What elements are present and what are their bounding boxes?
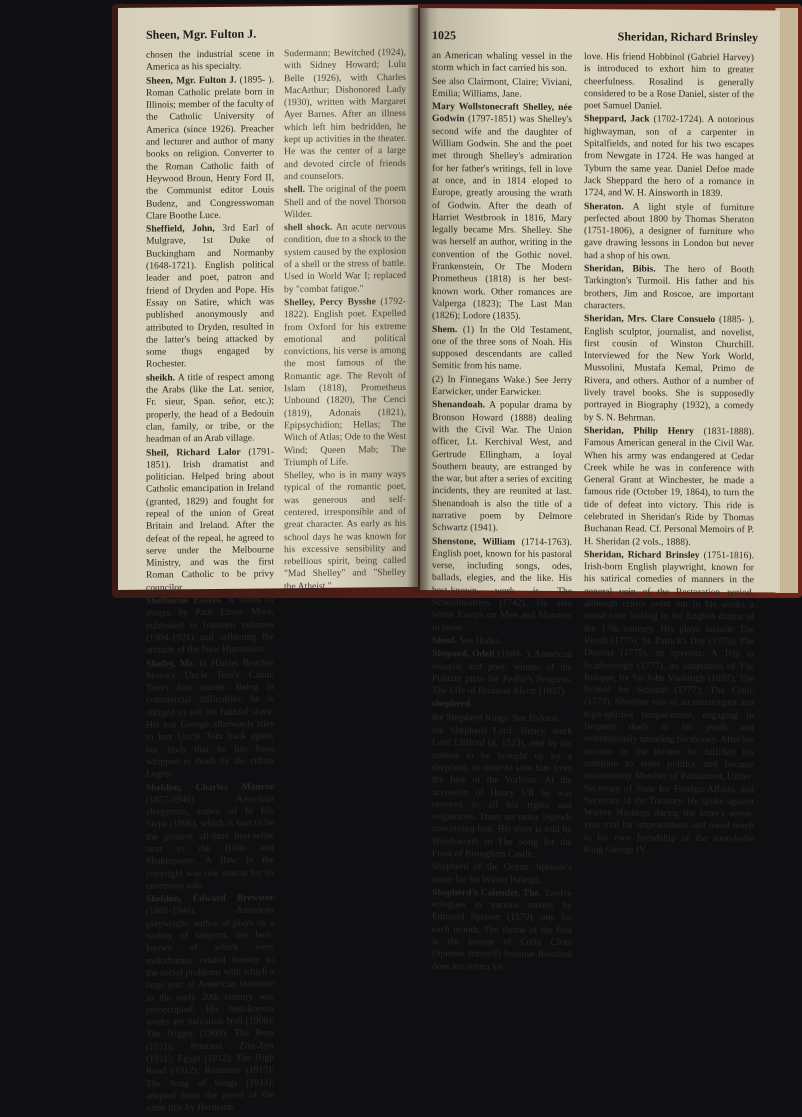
dictionary-entry (432, 887, 572, 974)
entry-text: (1702-1724). A notorious highwayman, son of a carpenter in Spitalfields, and noted for his two escapes from Newgate in 1724. He was hanged at Tyburn the same year. Daniel Defoe made Jack Sheppard the hero of a romance in 1724, and W. H. Ainsworth in 1839. (584, 114, 754, 200)
dictionary-entry (146, 446, 274, 595)
entry-headword: Sheridan, Richard Brinsley (584, 549, 700, 561)
dictionary-entry (432, 399, 572, 535)
entry-text: the Shepherd Lord. Henry, tenth Lord Clifford (d. 1523), sent by his mother to be brought up by a shepherd, in order to save him from the fury of the Yorkists. At the accession of Henry VII he was restored to all his rights and seigniories. There are many legends concerning him. His story is told by Wordsworth in The Song for the Feast of Brougham Castle. (432, 725, 572, 860)
dictionary-entry (584, 549, 754, 858)
entry-text: A series of essays by Paul Elmer More, published in fourteen volumes (1904-1921) and reflecting the attitude of the New Humanists. (146, 594, 274, 656)
entry-text: (1831-1888). Famous American general in the Civil War. When his army was endangered at Cedar Creek while he was in conference with General Grant at Winchester, he made a famous ride (October 19, 1864), to turn the tide of defeat into victory. This ride is celebrated in Sheridan's Ride by Thomas Buchanan Read. Cf. Personal Memoirs of P. H. Sheridan (2 vols., 1888). (584, 425, 754, 548)
left-page (118, 5, 418, 1114)
dictionary-entry (432, 374, 572, 400)
dictionary-entry (432, 76, 572, 102)
entry-text: (1791-1851). Irish dramatist and politician. Helped bring about Catholic emancipation in Ireland (granted, 1829) and fought for repeal of the union of Great Britain and Ireland. After the defeat of the repeal, he agreed to serve under the Melbourne Ministry, and was the first Roman Catholic to be privy councilor. (146, 445, 275, 594)
dictionary-entry (584, 313, 754, 425)
entry-text: (1886-1946). American playwright, author of plays on a variety of subjects, the best-known of which were melodramas related loosely to the social problems with which a large part of American literature in the early 20th century was preoccupied. His best-known works are Salvation Nell (1908); The Nigger (1909); The Boss (1911); Princess Zim-Zim (1911); Egypt (1912); The High Road (1912); Romance (1913); The Song of Songs (1914), adapted from the novel of the same title by Hermann (146, 904, 274, 1114)
right-column-1 (432, 50, 572, 975)
dictionary-entry (432, 50, 572, 76)
entry-headword: Sheldon, Edward Brewster (146, 892, 274, 905)
entry-headword: Sheen, Mgr. Fulton J. (146, 74, 237, 87)
dictionary-entry (584, 114, 754, 201)
dictionary-entry (432, 725, 572, 861)
entry-text: (1751-1816). Irish-born English playwright, known for his satirical comedies of manners in the general vein of the Restoration period, although critics point out in his works a moral tone lacking in the English drama of the 17th century. His plays include The Rivals (1775); St. Patrick's Day (1775); The Duenna (1775), an operetta; A Trip to Scarborough (1777), an adaptation of The Relapse, by Sir John Vanbrugh (1697); The School for Scandal (1777); The Critic (1779). Sheridan was of an extravagant and high-spirited temperament, engaging in frequent duels in his youth and ostentatiously spending his money. After his success in the theater he fulfilled his ambition to enter politics and became successively Member of Parliament, Under-Secretary of State for Foreign Affairs, and Secretary of the Treasury. He spoke against Warren Hastings during the latter's seven-year trial for impeachment and owed much to his own friendship of the soon-to-be King George IV, (584, 549, 754, 856)
dictionary-entry (146, 74, 274, 223)
dictionary-entry (584, 263, 754, 313)
dictionary-entry (146, 893, 274, 1116)
entry-text: love. His friend Hobbinol (Gabriel Harvey) is introduced to exhort him to greater cheerfulness. Rosalind is generally considered to be a Rose Daniel, sister of the poet Samuel Daniel. (584, 51, 754, 112)
entry-headword: Shenandoah. (432, 399, 486, 411)
dictionary-entry (432, 699, 572, 712)
right-column-2 (584, 51, 754, 858)
entry-headword: Shem. (432, 323, 458, 335)
dictionary-entry (432, 648, 572, 698)
dictionary-entry (432, 101, 572, 323)
dictionary-entry (584, 201, 754, 264)
entry-headword: Sheridan, Bibis. (584, 263, 656, 275)
dictionary-entry (146, 781, 274, 893)
book-gutter (408, 8, 430, 593)
dictionary-entry (146, 223, 274, 372)
entry-headword: Shelby, Mr. (146, 657, 195, 670)
entry-text: See also Clairmont, Claire; Viviani, Emilia; Williams, Jane. (432, 75, 572, 100)
entry-headword: Sheridan, Philip Henry (584, 425, 694, 437)
dictionary-entry (584, 51, 754, 114)
entry-text: (1792-1822). English poet. Expelled from Oxford for his extreme emotional and political convictions, his verse is among the most famous of the Romantic age. The Revolt of Islam (1818), Prometheus Unbound (1820), The Cenci (1819), Adonais (1821), Epipsychidion; Hellas; The Witch of Atlas; Ode to the West Wind; Queen Mab; The Triumph of Life. (284, 295, 406, 469)
entry-text: In Harriet Beecher Stowe's Uncle Tom's Cabin, Tom's first master. Being in commercial difficulties, he is obliged to sell his faithful slave. His son George afterwards tries to buy Uncle Tom back again, but finds that he has been whipped to death by the villain Legree. (146, 656, 275, 780)
dictionary-entry (584, 425, 754, 549)
entry-text: An acute nervous condition, due to a shock to the system caused by the explosion of a shell or the stress of battle. Used in World War I; replaced by "combat fatigue." (284, 221, 406, 295)
entry-text: (1885- ). English sculptor, journalist, and novelist, first cousin of Winston Churchill. Interviewed for the New York World, Mussolini, Mustafa Kemal, Primo de Rivera, and others. Author of a number of lively travel books. She is supposedly portrayed in Biography (1932), a comedy by S. N. Behrman. (584, 314, 755, 424)
dictionary-entry (284, 183, 406, 221)
entry-text: (1) In the Old Testament, one of the three sons of Noah. His supposed descendants are called Semitic from his name. (432, 323, 572, 373)
entry-headword: shepherd. (432, 698, 473, 710)
left-running-head: Sheen, Mgr. Fulton J. (146, 26, 257, 42)
right-running-head: Sheridan, Richard Brinsley (617, 29, 758, 45)
entry-headword: Sheppard, Jack (584, 113, 650, 126)
entry-headword: Shepard, Odell (432, 648, 495, 660)
entry-headword: Sheraton. (584, 200, 624, 212)
dictionary-entry (284, 221, 406, 296)
entry-text: The hero of Booth Tarkington's Turmoil. His father and his brothers, Jim and Roscoe, are important characters. (584, 263, 754, 312)
entry-text: Sudermann; Bewitched (1924), with Sidney Howard; Lulu Belle (1926), with Charles MacArthur; Dishonored Lady (1930), written with Margaret Ayer Barnes. After an illness which left him bedridden, he kept up activities in the theater. He was the center of a large and devoted circle of friends and counselors. (284, 46, 406, 183)
entry-text: (1884- ). American essayist and poet, winner of the Pulitzer prize for Pedlar's Progress: The Life of Bronson Alcott (1937). (432, 648, 572, 698)
left-column-2 (284, 47, 406, 594)
entry-text: (2) In Finnegans Wake.) See Jerry Earwicker, under Earwicker. (432, 373, 572, 398)
entry-headword: Shelley, Percy Bysshe (284, 296, 376, 309)
entry-headword: Shelburne Essays. (146, 594, 223, 607)
entry-headword: sheikh. (146, 372, 176, 384)
dictionary-entry (146, 594, 274, 657)
entry-text: (1857-1946). American clergyman, author of In His Steps (1896), which is said to be the greatest all-time best-seller next to the Bible and Shakespeare. A flaw in the copyright was one reason for its enormous sale. (146, 793, 274, 892)
dictionary-entry (146, 48, 274, 74)
entry-text: The original of the poem Shell and of the novel Thorson Wilder. (284, 183, 406, 221)
entry-text: an American whaling vessel in the storm which in fact carried his son. (432, 50, 572, 75)
dictionary-entry (432, 324, 572, 374)
entry-headword: Sheldon, Charles Monroe (146, 780, 274, 794)
entry-text: 3rd Earl of Mulgrave, 1st Duke of Buckingham and Normanby (1648-1721). English political leader and poet, patron and friend of Dryden and Pope. His Essay on Satire, which was published anonymously and attributed to Dryden, resulted in the latter's being attacked by some thugs engaged by Rochester. (146, 222, 274, 371)
entry-text: See Hades. (456, 635, 502, 647)
entry-headword: Sheil, Richard Lalor (146, 446, 241, 459)
dictionary-entry (284, 47, 406, 184)
entry-text: chosen the industrial scene in America as his specialty. (146, 48, 274, 74)
entry-headword: shell. (284, 184, 306, 196)
right-page (420, 8, 780, 973)
entry-headword: Shenstone, William (432, 535, 516, 548)
entry-headword: shell shock. (284, 221, 333, 234)
entry-headword: Sheol. (432, 635, 457, 647)
entry-text: Twelve eclogues in various meters by Edmund Spenser (1579), one for each month. The theme of the first is the lament of Colin Clout (Spenser himself) because Rosalind does not return his (432, 887, 572, 973)
dictionary-entry (284, 296, 406, 469)
entry-headword: Sheridan, Mrs. Clare Consuelo (584, 313, 716, 326)
dictionary-entry (146, 371, 274, 446)
page-number: 1025 (432, 28, 456, 43)
entry-headword: Sheffield, John, (146, 223, 215, 235)
dictionary-entry (432, 635, 572, 648)
entry-text: (1714-1763). English poet, known for his pastoral verse, including songs, odes, ballads, elegies, and the like. His best-known work is The Schoolmistress (1742). He also wrote Essays on Men and Manners in prose. (432, 536, 572, 633)
dictionary-entry (284, 469, 406, 593)
dictionary-entry (432, 536, 572, 635)
entry-text: A light style of furniture perfected about 1800 by Thomas Sheraton (1751-1806), a designer of furniture who gave drawing lessons in London but never had a shop of his own. (584, 200, 754, 262)
entry-text: (1797-1851) was Shelley's second wife and the daughter of William Godwin. She and the poet met through Shelley's admiration for her father's writings, fell in love at once, and in 1814 eloped to Europe, greatly arousing the wrath of Godwin. After the death of Harriet Westbrook in 1816, Mary legally became Mrs. Shelley. She was herself an author, writing in the convention of the Gothic novel. Frankenstein, Or The Modern Prometheus (1818) is her best-known work. Other romances are Valperga (1823); The Last Man (1826); Lodore (1835). (432, 113, 572, 322)
entry-headword: Shepherd's Calender, The. (432, 886, 542, 899)
entry-text: (1895- ). Roman Catholic prelate born in Illinois; member of the faculty of the Catholic University of America (since 1926). Preacher and lecturer and author of many books on religion. Converter to the Roman Catholic faith of Heywood Broun, Henry Ford II, the Communist editor Louis Budenz, and Congresswoman Clare Boothe Luce. (146, 73, 274, 222)
left-column-1 (146, 48, 274, 1116)
entry-text: Shepherd of the Ocean. Spenser's name for Sir Walter Raleigh. (432, 861, 572, 886)
dictionary-entry (146, 657, 274, 781)
entry-headword: Mary Wollstonecraft Shelley, née Godwin (432, 101, 572, 125)
dictionary-entry (432, 861, 572, 887)
entry-text: the Shepherd Kings. See Hyksos. (432, 711, 560, 724)
entry-text: A title of respect among the Arabs (like the Lat. senior, Fr. sieur, Span. señor, etc.); properly, the head of a Bedouin clan, family, or tribe, or the headman of an Arab village. (146, 371, 274, 445)
dictionary-entry (432, 712, 572, 725)
entry-text: Shelley, who is in many ways typical of the romantic poet, was generous and self-centered, irresponsible and of great character. As early as his school days he was known for his excessive sensibility and rebellious spirit, being called "Mad Shelley" and "Shelley the Atheist." (284, 469, 406, 593)
entry-text: A popular drama by Bronson Howard (1888) dealing with the Civil War. The Union officer, Lt. Kerchival West, and Gertrude Ellingham, a loyal Southern beauty, are estranged by the war, but after a series of exciting incidents, they are reunited at last. Shenandoah is also the title of a narrative poem by Delmore Schwartz (1941). (432, 399, 572, 534)
